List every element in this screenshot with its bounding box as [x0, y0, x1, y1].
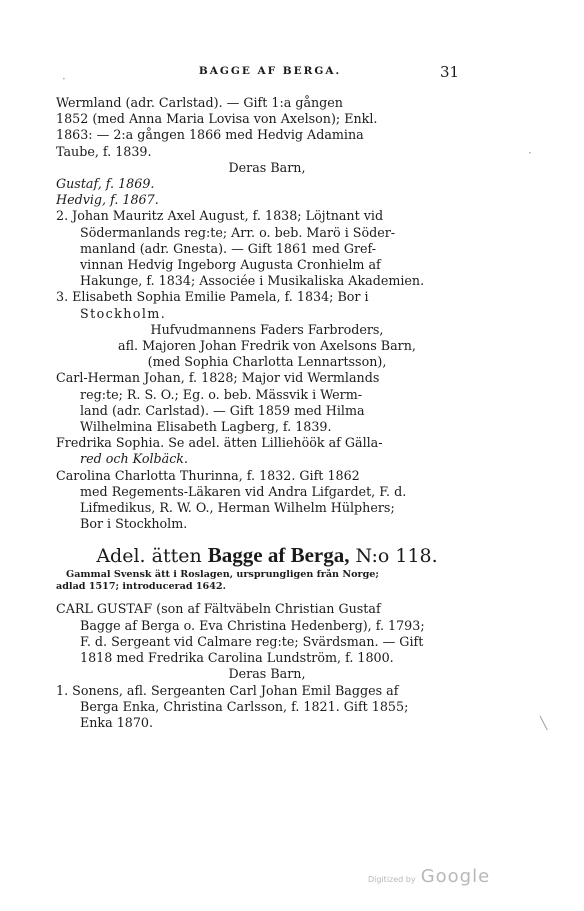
heading-deras-barn: Deras Barn,: [228, 666, 306, 682]
entry-carolina: [56, 468, 478, 533]
running-title: BAGGE AF BERGA.: [198, 65, 342, 77]
text-line: Lifmedikus, R. W. O., Herman Wilhelm Hülphers;: [80, 500, 395, 516]
paragraph-wermland: [56, 95, 478, 160]
text-line: med Regements-Läkaren vid Andra Lifgardet, F. d.: [80, 483, 407, 499]
text-line: manland (adr. Gnesta). — Gift 1861 med Gref-: [80, 240, 377, 256]
text-line: 1863: — 2:a gången 1866 med Hedvig Adamina: [56, 127, 364, 143]
text-line: Gammal Svensk ätt i Roslagen, ursprungligen från Norge;: [66, 569, 379, 581]
text-line: Enka 1870.: [80, 714, 154, 730]
text-line: red och Kolbäck.: [80, 451, 189, 467]
text-line: Bor i Stockholm.: [80, 516, 188, 532]
text-line: 1. Sonens, afl. Sergeanten Carl Johan Emil Bagges af: [56, 682, 399, 698]
entry-carl-gustaf: [56, 601, 478, 666]
child-gustaf: Gustaf, f. 1869.: [56, 176, 155, 192]
text-line: vinnan Hedvig Ingeborg Augusta Cronhielm af: [80, 257, 381, 273]
text-line: Carl-Herman Johan, f. 1828; Major vid Wermlands: [56, 370, 380, 386]
text-line: 2. Johan Mauritz Axel August, f. 1838; Löjtnant vid: [56, 208, 384, 224]
section-note: [56, 569, 478, 593]
entry-sonens: [56, 683, 478, 732]
margin-mark: ·: [62, 72, 66, 86]
heading-hufvudmannens: [56, 322, 478, 371]
page-body: [56, 95, 478, 731]
text-line: land (adr. Carlstad). — Gift 1859 med Hilma: [80, 402, 365, 418]
child-hedvig: Hedvig, f. 1867.: [56, 192, 159, 208]
text-line: Wermland (adr. Carlstad). — Gift 1:a gången: [56, 95, 343, 110]
children-list: [56, 176, 478, 208]
section-family-name: Bagge af Berga,: [207, 543, 350, 568]
section-prefix: Adel. ätten: [96, 545, 202, 568]
entry-carl-herman: [56, 370, 478, 435]
margin-mark: ·: [528, 146, 532, 160]
section-heading: [56, 542, 478, 569]
entry-johan-mauritz: [56, 208, 478, 289]
text-line: afl. Majoren Johan Fredrik von Axelsons Barn,: [118, 338, 416, 354]
text-line: Hufvudmannens Faders Farbroders,: [150, 321, 384, 337]
text-line: Berga Enka, Christina Carlsson, f. 1821. Gift 1855;: [80, 698, 409, 714]
text-line: 3. Elisabeth Sophia Emilie Pamela, f. 1834; Bor i: [56, 289, 369, 305]
text-line: (med Sophia Charlotta Lennartsson),: [147, 354, 387, 370]
text-line: 1852 (med Anna Maria Lovisa von Axelson); Enkl.: [56, 111, 378, 127]
text-line: Södermanlands reg:te; Arr. o. beb. Marö i Söder-: [80, 224, 396, 240]
entry-elisabeth: [56, 289, 478, 321]
text-line: F. d. Sergeant vid Calmare reg:te; Svärdsman. — Gift: [80, 633, 424, 649]
text-line: adlad 1517; introducerad 1642.: [56, 581, 226, 593]
watermark-prefix: Digitized by: [368, 875, 416, 884]
page-header: [0, 63, 584, 83]
section-number: N:o 118.: [355, 545, 438, 568]
text-line: Stockholm.: [80, 305, 167, 321]
text-line: Bagge af Berga o. Eva Christina Hedenberg), f. 1793;: [80, 617, 425, 633]
margin-mark: ╲: [540, 716, 548, 730]
text-line: Carolina Charlotta Thurinna, f. 1832. Gift 1862: [56, 467, 360, 483]
text-line: Wilhelmina Elisabeth Lagberg, f. 1839.: [80, 419, 332, 435]
page-number: 31: [440, 63, 460, 81]
text-line: Taube, f. 1839.: [56, 143, 152, 159]
text-line: reg:te; R. S. O.; Eg. o. beb. Mässvik i Werm-: [80, 386, 363, 402]
heading-deras-barn: Deras Barn,: [228, 159, 306, 175]
google-logo: Google: [420, 866, 491, 887]
google-watermark: [368, 866, 490, 887]
text-line: Fredrika Sophia. Se adel. ätten Lilliehöök af Gälla-: [56, 435, 383, 451]
text-line: 1818 med Fredrika Carolina Lundström, f. 1800.: [80, 650, 394, 666]
entry-fredrika: [56, 435, 478, 467]
text-line: Hakunge, f. 1834; Associée i Musikaliska Akademien.: [80, 273, 425, 289]
text-line: CARL GUSTAF (son af Fältväbeln Christian Gustaf: [56, 601, 381, 617]
